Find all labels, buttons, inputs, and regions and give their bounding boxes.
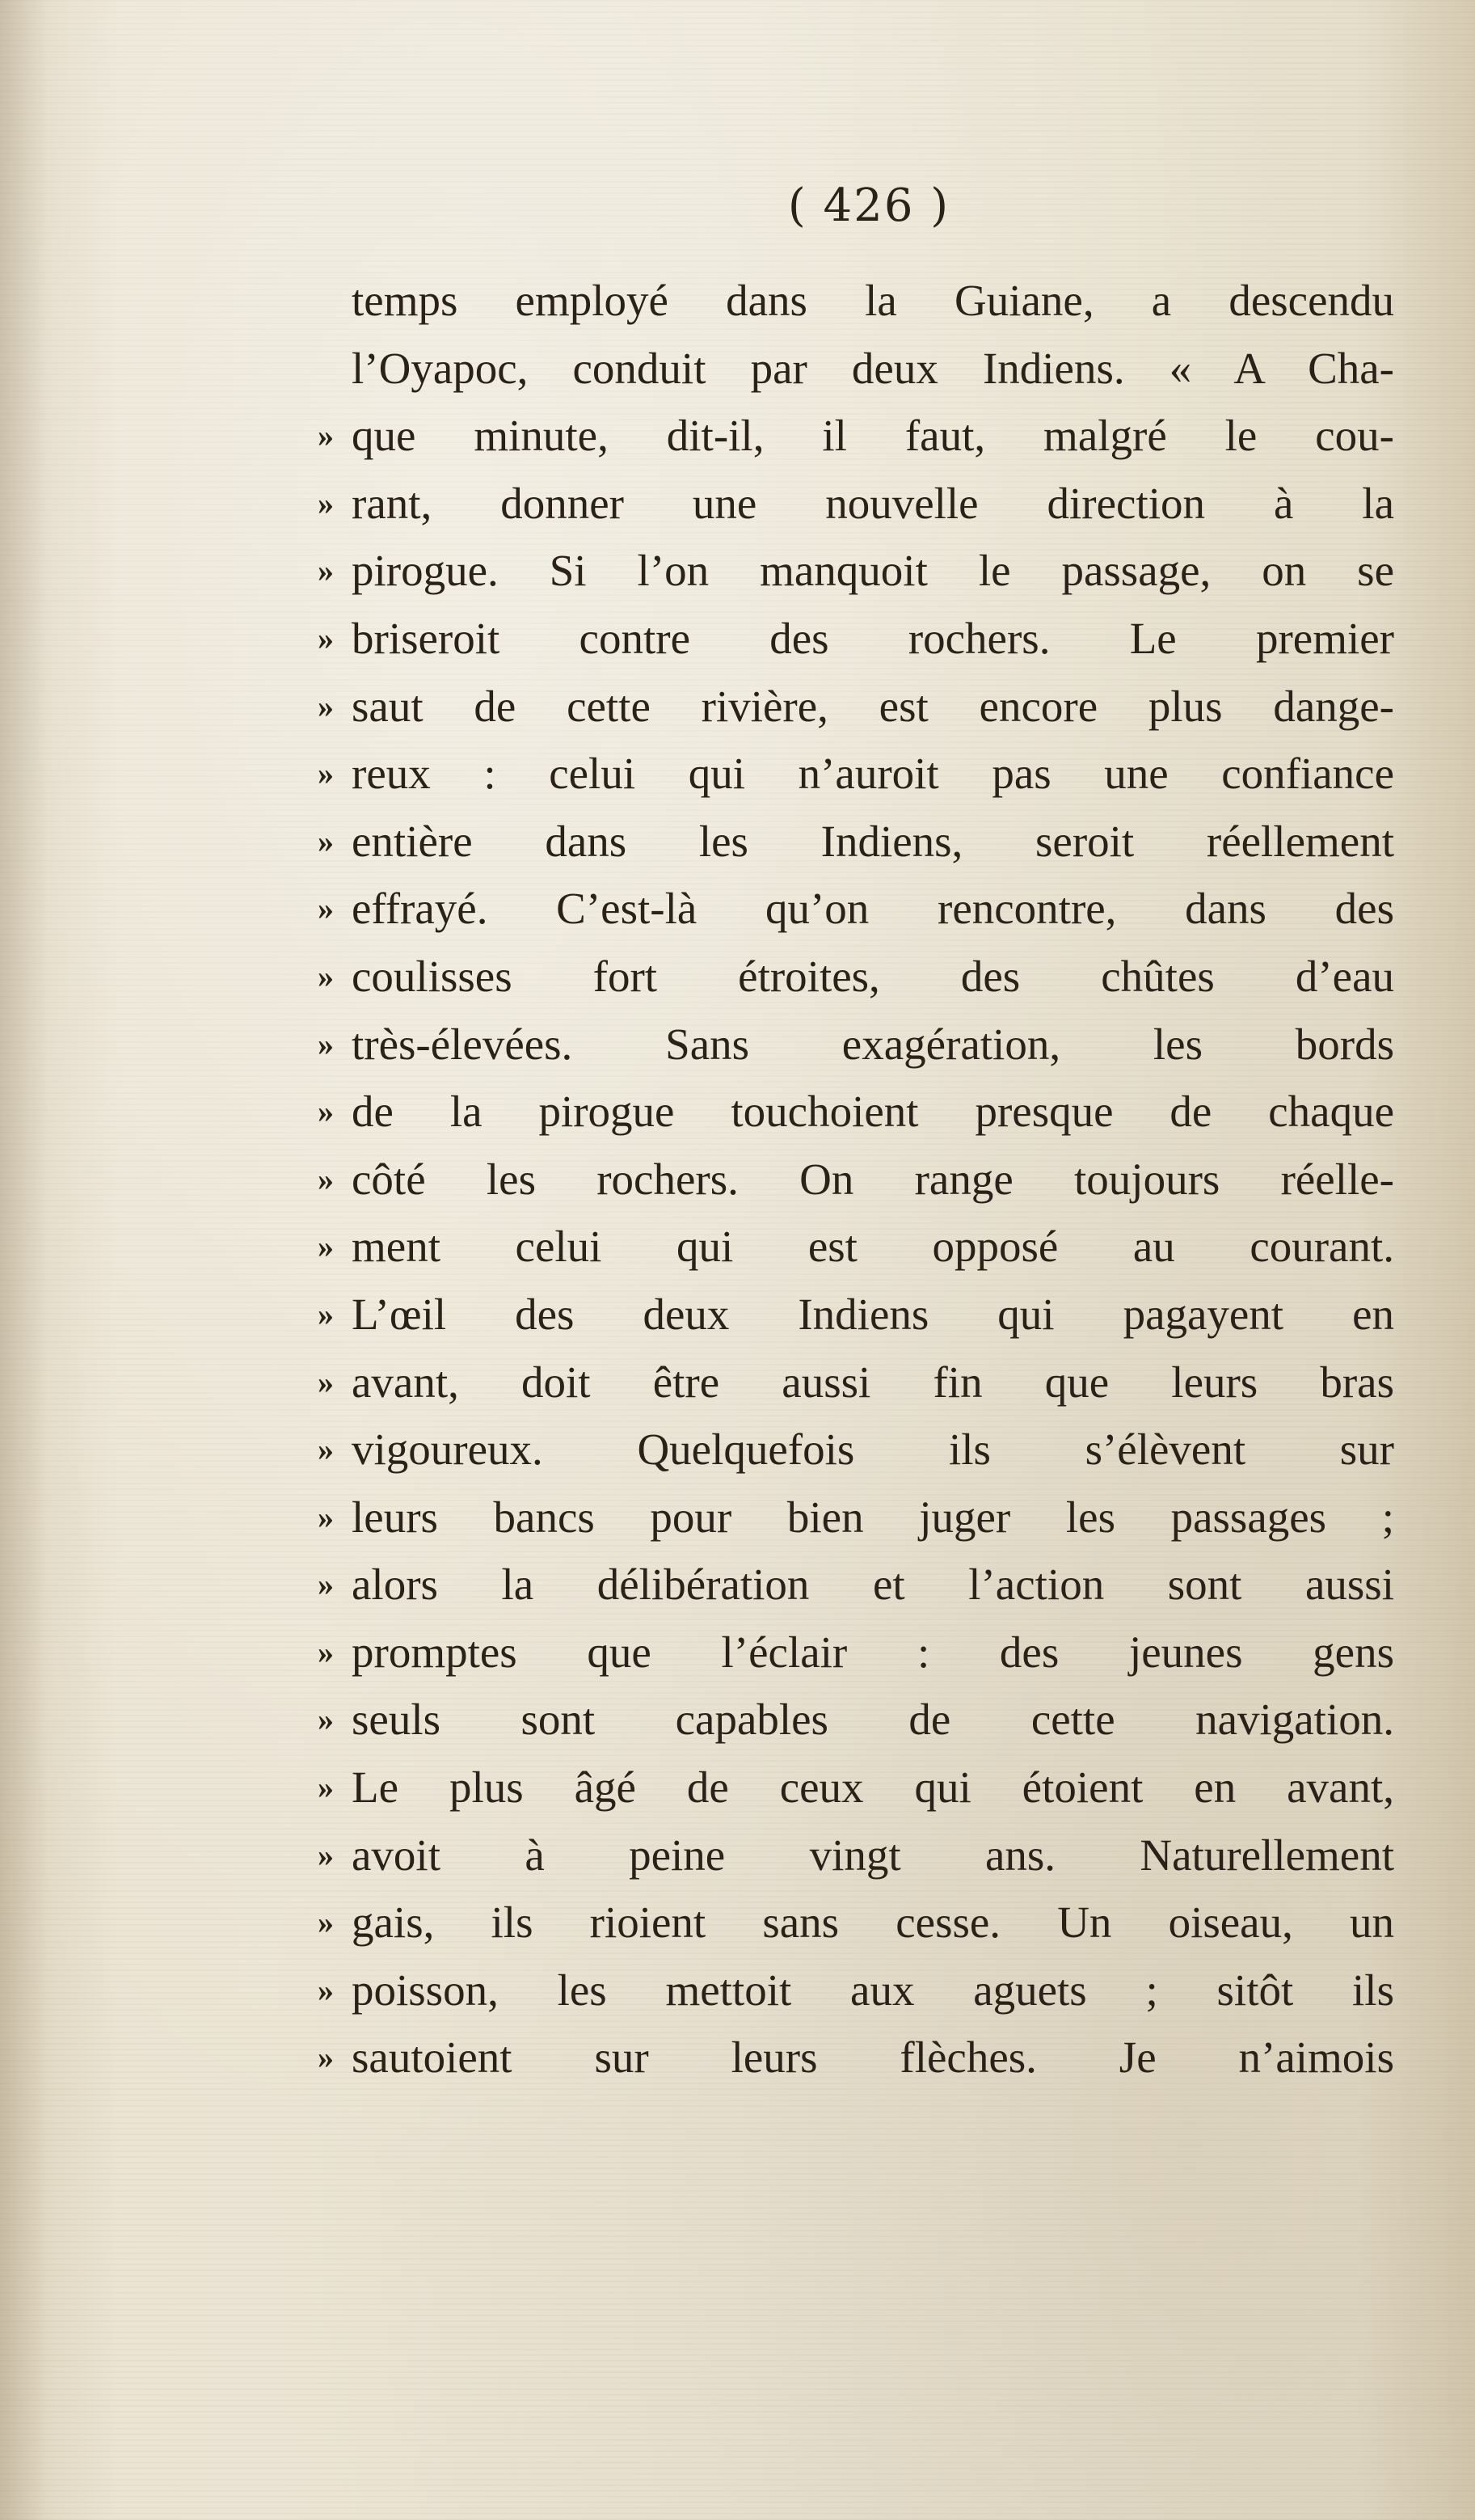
quotation-marker: »	[318, 1160, 334, 1197]
quotation-marker: »	[318, 552, 334, 589]
quotation-marker: »	[318, 484, 334, 521]
text-line	[318, 740, 1394, 808]
quotation-marker: »	[318, 957, 334, 994]
text-line	[352, 267, 1394, 335]
text-line-content: effrayé. C’est-là qu’on rencontre, dans des	[352, 884, 1394, 934]
quotation-marker: »	[318, 755, 334, 792]
text-line	[318, 1011, 1394, 1078]
text-line-content: briseroit contre des rochers. Le premier	[352, 613, 1394, 663]
text-line-content: ment celui qui est opposé au courant.	[352, 1222, 1394, 1272]
text-line-content: seuls sont capables de cette navigation.	[352, 1695, 1394, 1745]
text-line-content: entière dans les Indiens, seroit réellement	[352, 816, 1394, 866]
page-number: ( 426 )	[787, 179, 950, 232]
text-line-content: sautoient sur leurs flèches. Je n’aimois	[352, 2032, 1394, 2083]
quotation-marker: »	[318, 1971, 334, 2008]
text-line	[318, 808, 1394, 876]
text-line	[318, 1213, 1394, 1281]
text-line	[352, 335, 1394, 403]
text-line-content: avoit à peine vingt ans. Naturellement	[352, 1830, 1394, 1880]
text-line-content: promptes que l’éclair : des jeunes gens	[352, 1627, 1394, 1677]
quotation-marker: »	[318, 619, 334, 656]
text-line	[318, 537, 1394, 605]
text-line	[318, 1821, 1394, 1889]
text-line-content: saut de cette rivière, est encore plus dange-	[352, 681, 1394, 731]
text-line-content: reux : celui qui n’auroit pas une confiance	[352, 749, 1394, 799]
text-line	[318, 1484, 1394, 1551]
quotation-marker: »	[318, 1498, 334, 1535]
text-line	[318, 1889, 1394, 1956]
page-gutter-shadow	[0, 0, 48, 2520]
quotation-marker: »	[318, 1363, 334, 1400]
text-line-content: poisson, les mettoit aux aguets ; sitôt ils	[352, 1965, 1394, 2015]
text-line-content: leurs bancs pour bien juger les passages ;	[352, 1492, 1394, 1542]
text-line	[318, 1146, 1394, 1214]
quotation-marker: »	[318, 1633, 334, 1670]
quotation-marker: »	[318, 1093, 334, 1130]
text-line-content: avant, doit être aussi fin que leurs bras	[352, 1357, 1394, 1407]
text-line	[318, 1619, 1394, 1686]
quotation-marker: »	[318, 1701, 334, 1738]
text-line	[318, 1416, 1394, 1484]
text-line	[318, 1551, 1394, 1619]
quotation-marker: »	[318, 417, 334, 454]
text-line-content: vigoureux. Quelquefois ils s’élèvent sur	[352, 1425, 1394, 1475]
quotation-marker: »	[318, 1228, 334, 1265]
quotation-marker: »	[318, 1566, 334, 1603]
text-line	[318, 402, 1394, 470]
text-line	[318, 470, 1394, 538]
text-line-content: que minute, dit-il, il faut, malgré le cou-	[352, 411, 1394, 461]
text-line	[318, 1956, 1394, 2024]
text-line-content: gais, ils rioient sans cesse. Un oiseau, un	[352, 1897, 1394, 1948]
quotation-marker: »	[318, 2039, 334, 2076]
quotation-marker: »	[318, 822, 334, 859]
text-line	[318, 2024, 1394, 2092]
quotation-marker: »	[318, 1025, 334, 1062]
body-text	[318, 267, 1394, 2092]
quotation-marker: »	[318, 1836, 334, 1873]
quotation-marker: »	[318, 1295, 334, 1332]
text-line	[318, 1281, 1394, 1349]
text-line	[318, 1686, 1394, 1754]
text-line	[318, 1754, 1394, 1821]
text-line-content: pirogue. Si l’on manquoit le passage, on se	[352, 546, 1394, 596]
text-line-content: L’œil des deux Indiens qui pagayent en	[352, 1289, 1394, 1339]
text-line-content: côté les rochers. On range toujours réelle-	[352, 1154, 1394, 1204]
quotation-marker: »	[318, 687, 334, 724]
text-line-content: temps employé dans la Guiane, a descendu	[352, 276, 1394, 325]
text-line-content: rant, donner une nouvelle direction à la	[352, 478, 1394, 528]
text-line-content: l’Oyapoc, conduit par deux Indiens. « A Cha-	[352, 343, 1394, 393]
text-line-content: Le plus âgé de ceux qui étoient en avant,	[352, 1762, 1394, 1813]
text-line	[318, 605, 1394, 673]
text-line-content: coulisses fort étroites, des chûtes d’eau	[352, 951, 1394, 1001]
quotation-marker: »	[318, 1769, 334, 1806]
text-line	[318, 1349, 1394, 1416]
text-line-content: alors la délibération et l’action sont aussi	[352, 1560, 1394, 1610]
quotation-marker: »	[318, 1431, 334, 1468]
text-line	[318, 943, 1394, 1011]
text-line	[318, 875, 1394, 943]
text-line	[318, 1078, 1394, 1146]
text-line-content: très-élevées. Sans exagération, les bords	[352, 1019, 1394, 1069]
quotation-marker: »	[318, 1904, 334, 1941]
quotation-marker: »	[318, 890, 334, 927]
text-line	[318, 673, 1394, 741]
text-line-content: de la pirogue touchoient presque de chaque	[352, 1087, 1394, 1137]
